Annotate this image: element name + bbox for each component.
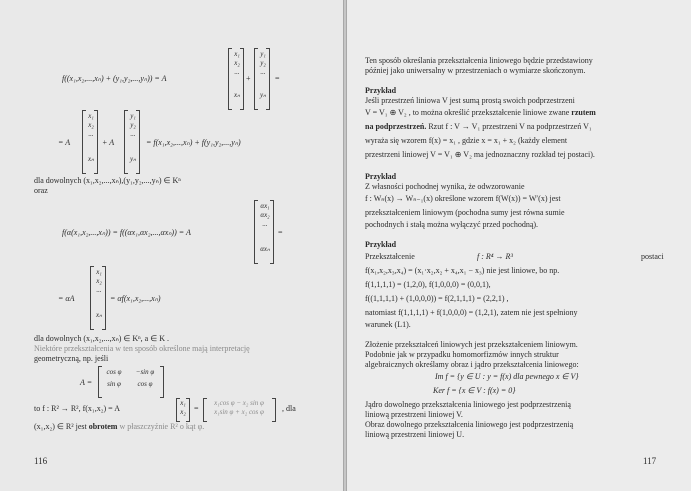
matrix-bracket	[102, 266, 106, 330]
equals-sign: =	[275, 74, 280, 83]
kernel-definition: Ker f = {x ∈ V : f(x) = 0}	[433, 386, 516, 395]
text-line: f : Wₙ(x) → Wₙ₋₁(x) określone wzorem f(W(x)) = W′(x) jest	[365, 194, 561, 203]
text-line: Z własności pochodnej wynika, że odwzorowanie	[365, 182, 525, 191]
rotation-col-1: cos φ sin φ	[106, 368, 122, 388]
text-line: wyraża się wzorem f(x) = x₁ , gdzie x = x₁ + x₂ (każdy element	[365, 136, 568, 145]
matrix-x: x₁ x₂ ... xₙ	[88, 112, 94, 163]
text-line: Przekształcenie	[365, 252, 415, 261]
equation-1: f((x₁,x₂,...,xₙ) + (y₁,y₂,...,yₙ)) = A	[62, 74, 167, 83]
matrix-bracket	[270, 200, 274, 264]
equation-3: f(α(x₁,x₂,...,xₙ)) = f((αx₁,αx₂,...,αxₙ)) = A	[62, 228, 191, 237]
text-line: Ten sposób określania przekształcenia liniowego będzie przedstawiony	[365, 56, 593, 65]
equation-2-plus: + A	[102, 138, 115, 147]
equation-4-prefix: = αA	[58, 294, 75, 303]
equals-sign: =	[278, 228, 283, 237]
matrix-bracket	[136, 110, 140, 174]
text-line: geometryczną, np. jeśli	[34, 354, 109, 363]
text-line: Niektóre przekształcenia w ten sposób określone mają interpretację	[34, 344, 250, 353]
text-line: liniową przestrzeni liniowej U.	[365, 430, 465, 439]
text-line: oraz	[34, 186, 48, 195]
text-line: dla dowolnych (x₁,x₂,...,xₙ),(y₁,y₂,...,yₙ) ∈ Kⁿ	[34, 176, 181, 185]
example-heading: Przykład	[365, 240, 397, 249]
rotation-col-2: −sin φ cos φ	[135, 368, 155, 388]
matrix-y: y₁ y₂ ... yₙ	[260, 50, 266, 99]
text-line: Podobnie jak w przypadku homomorfizmów innych struktur	[365, 350, 559, 359]
matrix-bracket	[94, 110, 98, 174]
text-line: Jądro dowolnego przekształcenia liniowego jest podprzestrzenią	[365, 400, 571, 409]
text-line: to f : R² → R², f(x₁,x₂) = A	[34, 404, 120, 413]
matrix-bracket	[186, 398, 190, 422]
matrix-x: x₁ x₂ ... xₙ	[234, 50, 240, 99]
text-line: natomiast f(1,1,1,1) + f(1,0,0,0) = (1,2,1), zatem nie jest spełniony	[365, 308, 578, 317]
text-line: (x₁,x₂) ∈ R² jest obrotem w płaszczyźnie R² o kąt φ.	[34, 422, 205, 431]
equals-sign: =	[194, 404, 199, 413]
example-heading: Przykład	[365, 172, 397, 181]
equation-2-prefix: = A	[58, 138, 71, 147]
text-line: f(1,1,1,1) = (1,2,0), f(1,0,0,0) = (0,0,1),	[365, 280, 491, 289]
page-number: 117	[643, 456, 657, 466]
plus-sign: +	[246, 74, 251, 83]
text-line: liniową przestrzeni liniowej V.	[365, 410, 463, 419]
text-line: dla dowolnych (x₁,x₂,...,xₙ) ∈ Kⁿ, a ∈ K .	[34, 334, 169, 343]
text-line: f(x₁,x₂,x₃,x₄) = (x₁·x₂,x₂ + x₄,x₁ − x₃) nie jest liniowe, bo np.	[365, 266, 560, 275]
matrix-y: y₁ y₂ ... yₙ	[130, 112, 136, 163]
right-page	[347, 0, 691, 491]
example-heading: Przykład	[365, 86, 397, 95]
page-number: 116	[34, 456, 48, 466]
matrix-bracket	[272, 398, 276, 422]
text-line: f : R⁴ → R³	[477, 252, 513, 261]
text-line: Złożenie przekształceń liniowych jest przekształceniem liniowym.	[365, 340, 578, 349]
matrix-x: x₁ x₂ ... xₙ	[96, 268, 102, 319]
image-definition: Im f = {y ∈ U : y = f(x) dla pewnego x ∈ V}	[435, 372, 579, 381]
matrix-x12: x₁ x₂	[180, 399, 186, 416]
text-line: przestrzeni liniowej V = V₁ ⊕ V₂ ma jednoznaczny rozkład tej postaci).	[365, 150, 595, 159]
text-line: , dla	[282, 404, 296, 413]
matrix-bracket	[240, 48, 244, 110]
text-line: algebraicznych określamy obraz i jądro przekształcenia liniowego:	[365, 360, 579, 369]
text-line: później jako uniwersalny w przestrzeniach o wymiarze skończonym.	[365, 66, 586, 75]
text-line: na podprzestrzeń. Rzut f : V → V₁ przestrzeni V na podprzestrzeń V₁	[365, 122, 592, 131]
equation-4-rhs: = αf(x₁,x₂,...,xₙ)	[110, 294, 161, 303]
text-line: Obraz dowolnego przekształcenia liniowego jest podprzestrzenią	[365, 420, 574, 429]
text-line: V = V₁ ⊕ V₂ , to można określić przekształcenie liniowe zwane rzutem	[365, 108, 596, 117]
equation-2-rhs: = f(x₁,x₂,...,xₙ) + f(y₁,y₂,...,yₙ)	[146, 138, 241, 147]
text-line: warunek (L1).	[365, 320, 411, 329]
matrix-bracket	[160, 366, 164, 398]
text-line: pochodnych i stałą można wyłączyć przed pochodną).	[365, 220, 539, 229]
text-line: Jeśli przestrzeń liniowa V jest sumą prostą swoich podprzestrzeni	[365, 96, 575, 105]
rotation-matrix-label: A =	[80, 378, 93, 387]
left-page	[0, 0, 343, 491]
text-line: f((1,1,1,1) + (1,0,0,0)) = f(2,1,1,1) = (2,2,1) ,	[365, 294, 509, 303]
text-line: postaci	[641, 252, 664, 261]
matrix-bracket	[266, 48, 270, 110]
rotation-result: x₁cos φ − x₂ sin φ x₁sin φ + x₂ cos φ	[214, 399, 264, 416]
text-line: przekształceniem liniowym (pochodna sumy jest równa sumie	[365, 208, 565, 217]
matrix-alpha-x: αx₁ αx₂ ... αxₙ	[260, 202, 270, 253]
